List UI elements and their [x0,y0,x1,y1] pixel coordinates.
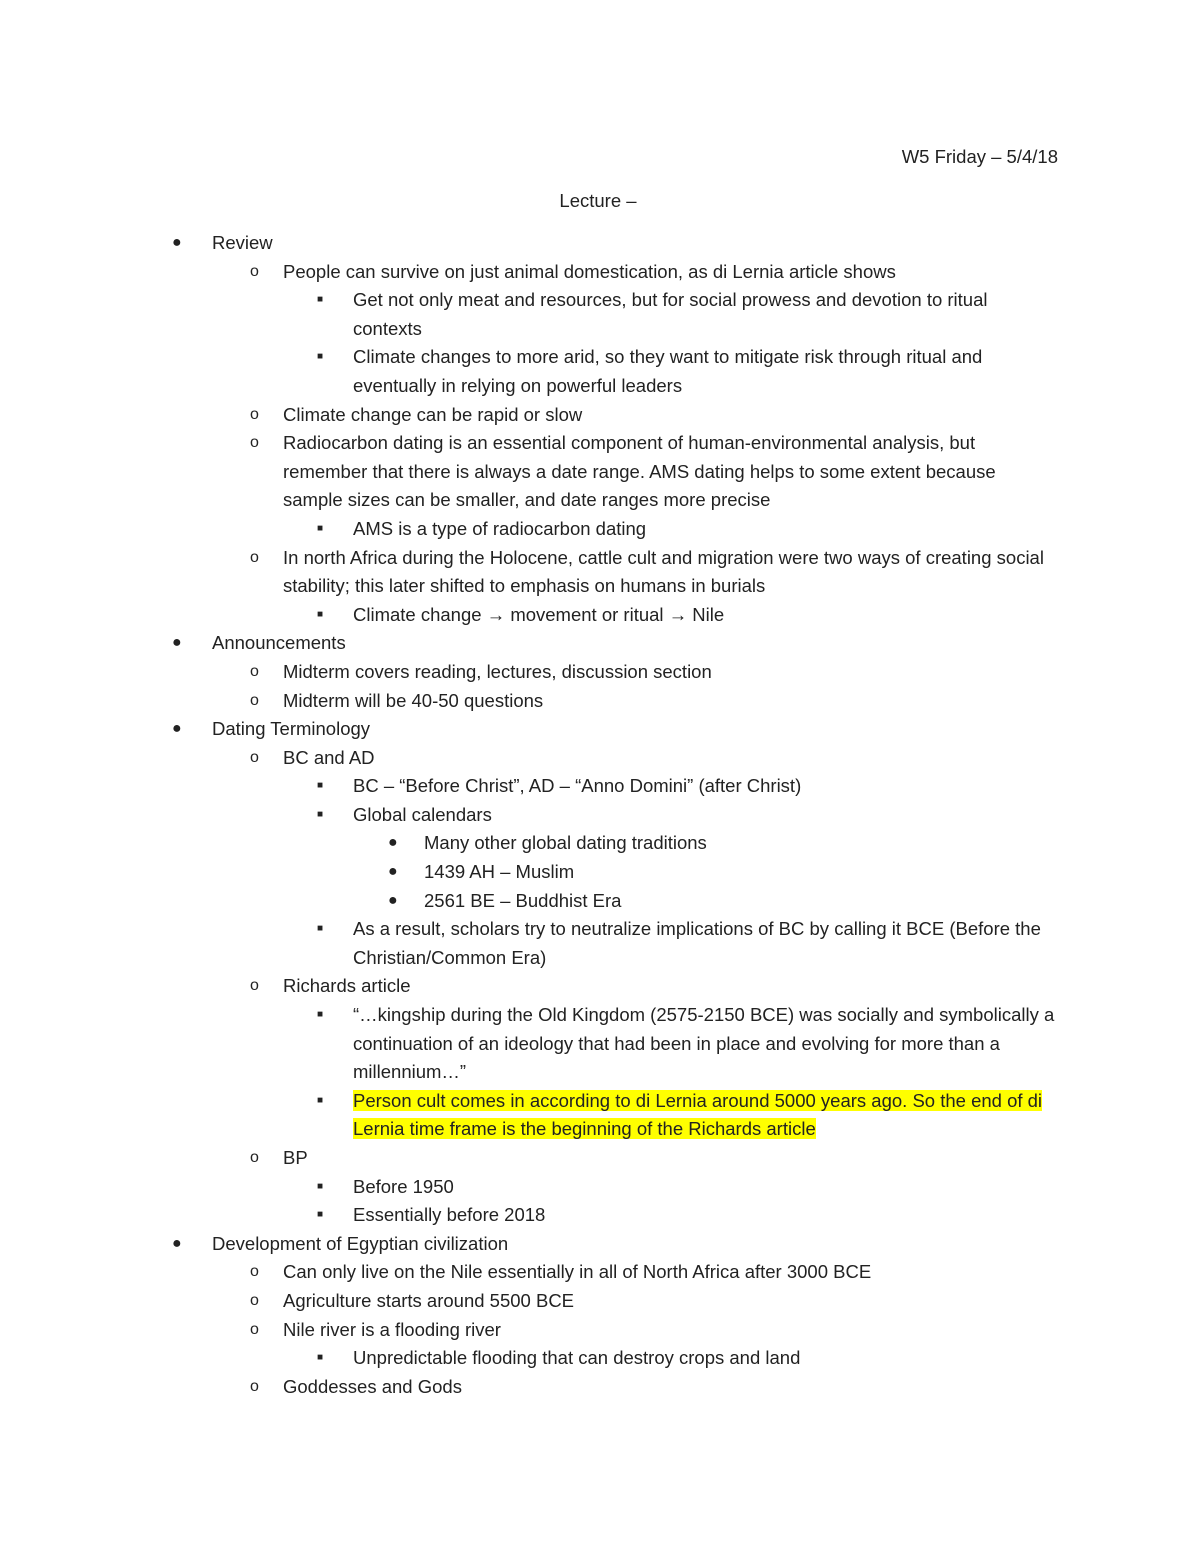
list-item [0,858,1200,887]
list-item-text: Global calendars [353,803,492,825]
list-item [0,887,1200,916]
lecture-notes [0,229,1200,1401]
list-item [0,1287,1200,1316]
list-item [0,1173,1200,1202]
list-item [0,1144,1200,1173]
list-item-text: Many other global dating traditions [424,832,707,854]
bullet-circle-icon: o [250,662,259,680]
lecture-title: Lecture – [559,190,637,211]
list-item-text: Agriculture starts around 5500 BCE [283,1289,575,1311]
bullet-circle-icon: o [250,691,259,709]
list-item-text: Review [212,232,273,253]
bullet-circle-icon: o [250,1377,259,1395]
list-item [0,343,1200,400]
bullet-square-icon: ■ [317,1094,324,1106]
bullet-square-icon: ■ [317,1180,324,1192]
list-item [0,915,1200,972]
list-item-text: Nile river is a flooding river [283,1318,501,1340]
list-item-text: As a result, scholars try to neutralize implications of BC by calling it BCE (Before the Christian/Common Era) [353,918,1041,968]
bullet-dot-icon: ● [388,834,398,852]
lecture-date: W5 Friday – 5/4/18 [901,146,1058,167]
bullet-circle-icon: o [250,748,259,766]
list-item-highlighted [0,1087,1200,1144]
bullet-square-icon: ■ [317,808,324,820]
list-item-text: Unpredictable flooding that can destroy crops and land [353,1347,801,1369]
list-item-text: BC – “Before Christ”, AD – “Anno Domini” (after Christ) [353,775,802,797]
bullet-square-icon: ■ [317,1009,324,1021]
list-item-dating-terminology [0,715,1200,744]
list-item [0,1316,1200,1345]
list-item [0,1258,1200,1287]
list-item-text: In north Africa during the Holocene, cattle cult and migration were two ways of creating social stability; this later shifted to emphasis on humans in burials [283,546,1044,597]
list-item [0,401,1200,430]
bullet-square-icon: ■ [317,780,324,792]
list-item-text: Before 1950 [353,1175,454,1197]
list-item [0,744,1200,773]
list-item-egyptian-civilization [0,1230,1200,1259]
list-item [0,258,1200,287]
list-item [0,515,1200,544]
bullet-square-icon: ■ [317,923,324,935]
list-item-text: People can survive on just animal domestication, as di Lernia article shows [283,260,896,282]
bullet-square-icon: ■ [317,351,324,363]
list-item-text: Climate change → movement or ritual → Nile [353,603,725,625]
bullet-circle-icon: o [250,262,259,280]
list-item [0,829,1200,858]
list-item-text: Goddesses and Gods [283,1375,462,1397]
bullet-dot-icon: ● [388,891,398,909]
list-item [0,1001,1200,1087]
list-item-review [0,229,1200,258]
bullet-dot-icon: ● [172,720,182,738]
bullet-square-icon: ■ [317,608,324,620]
list-item-text: BC and AD [283,746,375,768]
list-item [0,601,1200,630]
list-item-text: Development of Egyptian civilization [212,1232,509,1254]
bullet-dot-icon: ● [172,634,182,652]
list-item-text: Radiocarbon dating is an essential component of human-environmental analysis, but remember that there is always a date range. AMS dating helps to some extent because sample sizes can be smaller, and date ranges more precise [283,432,996,511]
bullet-circle-icon: o [250,1320,259,1338]
quote-text: “…kingship during the Old Kingdom (2575-2150 BCE) was socially and symbolically a continuation of an ideology that had been in place and evolving for more than a millennium…” [353,1004,1055,1083]
list-item [0,429,1200,515]
list-item [0,1373,1200,1402]
bullet-square-icon: ■ [317,1209,324,1221]
highlighted-text: Person cult comes in according to di Lernia around 5000 years ago. So the end of di Lernia time frame is the beginning of the Richards article [353,1089,1043,1140]
bullet-circle-icon: o [250,548,259,566]
list-item-text: Midterm will be 40-50 questions [283,689,544,711]
bullet-circle-icon: o [250,1149,259,1166]
list-item-text: Essentially before 2018 [353,1204,546,1226]
list-item [0,972,1200,1001]
bullet-circle-icon: o [250,434,259,452]
list-item-text: Can only live on the Nile essentially in all of North Africa after 3000 BCE [283,1261,872,1283]
list-item [0,658,1200,687]
list-item-text: Announcements [212,632,346,654]
bullet-square-icon: ■ [317,294,324,306]
list-item-text: AMS is a type of radiocarbon dating [353,517,647,539]
list-item-text: 1439 AH – Muslim [424,861,575,883]
list-item [0,1201,1200,1230]
bullet-square-icon: ■ [317,522,324,534]
bullet-circle-icon: o [250,977,259,995]
bullet-square-icon: ■ [317,1352,324,1364]
list-item-text: Climate change can be rapid or slow [283,403,583,425]
bullet-circle-icon: o [250,405,259,423]
bullet-dot-icon: ● [388,863,398,881]
list-item-text: Midterm covers reading, lectures, discussion section [283,660,712,682]
list-item [0,772,1200,801]
list-item [0,1344,1200,1373]
bullet-circle-icon: o [250,1263,259,1281]
bullet-dot-icon: ● [172,1234,182,1252]
list-item-text: Dating Terminology [212,718,371,740]
list-item-text: 2561 BE – Buddhist Era [424,889,622,911]
list-item-text: Climate changes to more arid, so they want to mitigate risk through ritual and eventually in relying on powerful leaders [353,346,983,396]
list-item [0,801,1200,830]
bullet-dot-icon: ● [172,234,182,251]
list-item [0,286,1200,343]
list-item-announcements [0,629,1200,658]
list-item-text: BP [283,1147,308,1168]
list-item [0,687,1200,716]
list-item [0,544,1200,601]
list-item-text: Get not only meat and resources, but for social prowess and devotion to ritual contexts [353,289,988,339]
bullet-circle-icon: o [250,1291,259,1309]
list-item-text: Richards article [283,975,411,997]
